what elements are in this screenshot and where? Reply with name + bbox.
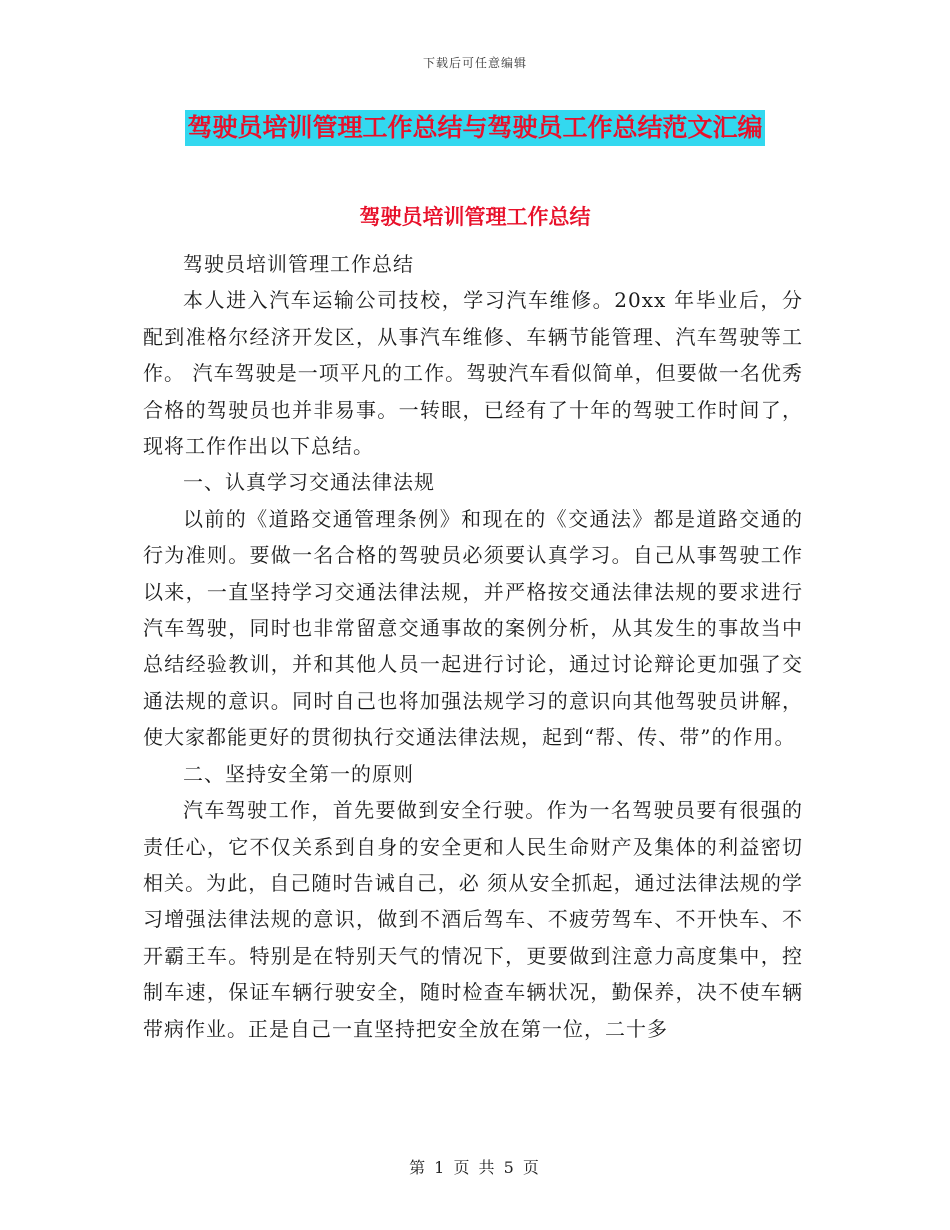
paragraph-intro: 本人进入汽车运输公司技校，学习汽车维修。20xx 年毕业后，分配到准格尔经济开发区，从事汽车维修、车辆节能管理、汽车驾驶等工作。 汽车驾驶是一项平凡的工作。驾驶汽车看似简单，但要做一名优秀合格的驾驶员也并非易事。一转眼，已经有了十年的驾驶工作时间了，现将工作作出以下总结。	[143, 288, 803, 459]
paragraph-safety: 汽车驾驶工作，首先要做到安全行驶。作为一名驾驶员要有很强的责任心，它不仅关系到自身的安全更和人民生命财产及集体的利益密切相关。为此，自己随时告诫自己，必 须从安全抓起，通过法律法规的学习增强法律法规的意识，做到不酒后驾车、不疲劳驾车、不开快车、不开霸王车。特别是在特别天气的情况下，更要做到注意力高度集中，控制车速，保证车辆行驶安全，随时检查车辆状况，勤保养，决不使车辆带病作业。正是自己一直坚持把安全放在第一位，二十多	[143, 798, 803, 1041]
paragraph-heading-1: 一、认真学习交通法律法规	[183, 470, 435, 495]
main-title-container	[0, 110, 950, 146]
document-body	[143, 246, 803, 1047]
main-title: 驾驶员培训管理工作总结与驾驶员工作总结范文汇编	[185, 110, 764, 146]
header-note: 下载后可任意编辑	[422, 56, 527, 70]
section-title: 驾驶员培训管理工作总结	[359, 205, 591, 229]
paragraph-traffic-law: 以前的《道路交通管理条例》和现在的《交通法》都是道路交通的行为准则。要做一名合格的驾驶员必须要认真学习。自己从事驾驶工作以来，一直坚持学习交通法律法规，并严格按交通法律法规的要求进行汽车驾驶，同时也非常留意交通事故的案例分析，从其发生的事故当中总结经验教训，并和其他人员一起进行讨论，通过讨论辩论更加强了交通法规的意识。同时自己也将加强法规学习的意识向其他驾驶员讲解，使大家都能更好的贯彻执行交通法律法规，起到“帮、传、带”的作用。	[143, 506, 803, 750]
page-footer: 第 1 页 共 5 页	[409, 1158, 541, 1177]
paragraph-heading-2: 二、坚持安全第一的原则	[183, 761, 414, 786]
paragraph-heading-summary: 驾驶员培训管理工作总结	[183, 252, 414, 276]
